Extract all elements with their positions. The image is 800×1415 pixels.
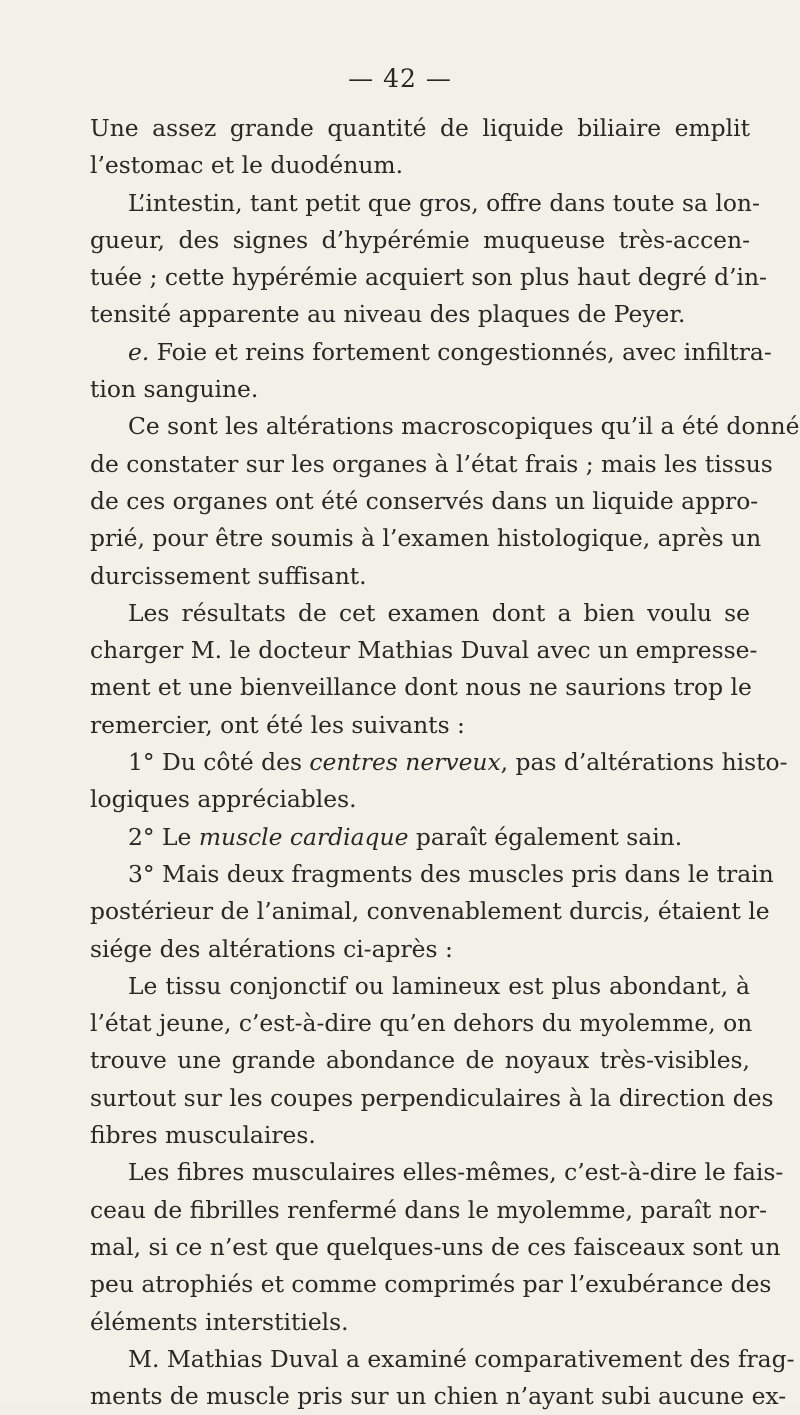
- italic-term: e.: [128, 337, 150, 366]
- text-line: [90, 110, 750, 147]
- text-line: [90, 1154, 784, 1191]
- text-segment: trouve une grande abondance de noyaux très-visibles,: [90, 1046, 750, 1075]
- text-line: [90, 707, 750, 744]
- text-line: [90, 483, 759, 520]
- text-segment: Le tissu conjonctif ou lamineux est plus abondant, à: [128, 971, 750, 1000]
- text-line: [90, 856, 774, 893]
- text-line: [90, 1117, 750, 1154]
- text-segment: ment et une bienveillance dont nous ne saurions trop le: [90, 673, 752, 702]
- text-line: [90, 1042, 750, 1079]
- text-segment: Foie et reins fortement congestionnés, avec infiltra-: [149, 337, 772, 366]
- text-line: [90, 1005, 753, 1042]
- text-line: [90, 669, 750, 706]
- text-segment: de constater sur les organes à l’état frais ; mais les tissus: [90, 449, 773, 478]
- text-segment: postérieur de l’animal, convenablement durcis, étaient le: [90, 897, 770, 926]
- text-line: [90, 819, 750, 856]
- text-line: [90, 520, 762, 557]
- text-segment: surtout sur les coupes perpendiculaires à la direction des: [90, 1083, 774, 1112]
- text-segment: prié, pour être soumis à l’examen histologique, après un: [90, 524, 762, 553]
- text-line: [90, 781, 750, 818]
- text-segment: 1° Du côté des: [128, 748, 310, 777]
- text-line: [90, 558, 750, 595]
- italic-term: muscle cardiaque: [198, 822, 409, 851]
- text-line: [90, 931, 750, 968]
- text-segment: 2° Le: [128, 822, 199, 851]
- text-line: [90, 1080, 774, 1117]
- text-segment: charger M. le docteur Mathias Duval avec un empresse-: [90, 636, 758, 665]
- text-segment: ments de muscle pris sur un chien n’ayant subi aucune ex-: [90, 1382, 787, 1411]
- text-segment: L’intestin, tant petit que gros, offre dans toute sa lon-: [128, 188, 760, 217]
- text-line: [90, 744, 788, 781]
- text-line: [90, 632, 758, 669]
- text-line: [90, 259, 767, 296]
- text-line: [90, 1341, 795, 1378]
- text-segment: paraît également sain.: [408, 822, 683, 851]
- text-segment: ceau de fibrilles renfermé dans le myolemme, paraît nor-: [90, 1195, 767, 1224]
- text-segment: 3° Mais deux fragments des muscles pris dans le train: [128, 859, 774, 888]
- text-segment: l’état jeune, c’est-à-dire qu’en dehors du myolemme, on: [90, 1009, 753, 1038]
- body-text: [90, 110, 800, 1415]
- page-number-header: — 42 —: [348, 64, 452, 93]
- text-segment: tuée ; cette hypérémie acquiert son plus haut degré d’in-: [90, 263, 767, 292]
- text-segment: logiques appréciables.: [90, 785, 357, 814]
- text-segment: Une assez grande quantité de liquide biliaire emplit: [90, 114, 750, 142]
- text-line: [90, 371, 750, 408]
- text-segment: remercier, ont été les suivants :: [90, 710, 465, 739]
- text-segment: M. Mathias Duval a examiné comparativement des frag-: [128, 1344, 795, 1373]
- text-segment: tensité apparente au niveau des plaques de Peyer.: [90, 300, 686, 329]
- text-segment: peu atrophiés et comme comprimés par l’exubérance des: [90, 1270, 772, 1299]
- text-segment: tion sanguine.: [90, 375, 259, 404]
- text-line: [90, 446, 773, 483]
- text-segment: éléments interstitiels.: [90, 1307, 349, 1336]
- text-line: [90, 595, 750, 632]
- text-segment: mal, si ce n’est que quelques-uns de ces faisceaux sont un: [90, 1232, 781, 1261]
- text-line: [90, 1229, 781, 1266]
- text-line: [90, 185, 760, 222]
- italic-term: centres nerveux: [309, 748, 501, 777]
- text-segment: Les fibres musculaires elles-mêmes, c’est-à-dire le fais-: [128, 1158, 784, 1187]
- text-line: [90, 222, 750, 259]
- text-line: [90, 1192, 767, 1229]
- text-line: [90, 1378, 787, 1415]
- text-segment: , pas d’altérations histo-: [500, 748, 788, 777]
- text-line: [90, 1304, 750, 1341]
- text-line: [90, 334, 772, 371]
- text-line: [90, 893, 770, 930]
- text-line: [90, 147, 750, 184]
- text-segment: siége des altérations ci-après :: [90, 934, 453, 963]
- text-line: [90, 408, 800, 445]
- text-segment: de ces organes ont été conservés dans un liquide appro-: [90, 486, 759, 515]
- text-line: [90, 296, 750, 333]
- text-segment: Les résultats de cet examen dont a bien voulu se: [128, 598, 750, 627]
- text-line: [90, 968, 750, 1005]
- text-segment: gueur, des signes d’hypérémie muqueuse très-accen-: [90, 225, 750, 254]
- text-segment: fibres musculaires.: [90, 1121, 316, 1150]
- text-segment: l’estomac et le duodénum.: [90, 151, 404, 180]
- text-line: [90, 1266, 772, 1303]
- text-segment: durcissement suffisant.: [90, 561, 367, 590]
- text-segment: Ce sont les altérations macroscopiques qu’il a été donné: [128, 412, 800, 441]
